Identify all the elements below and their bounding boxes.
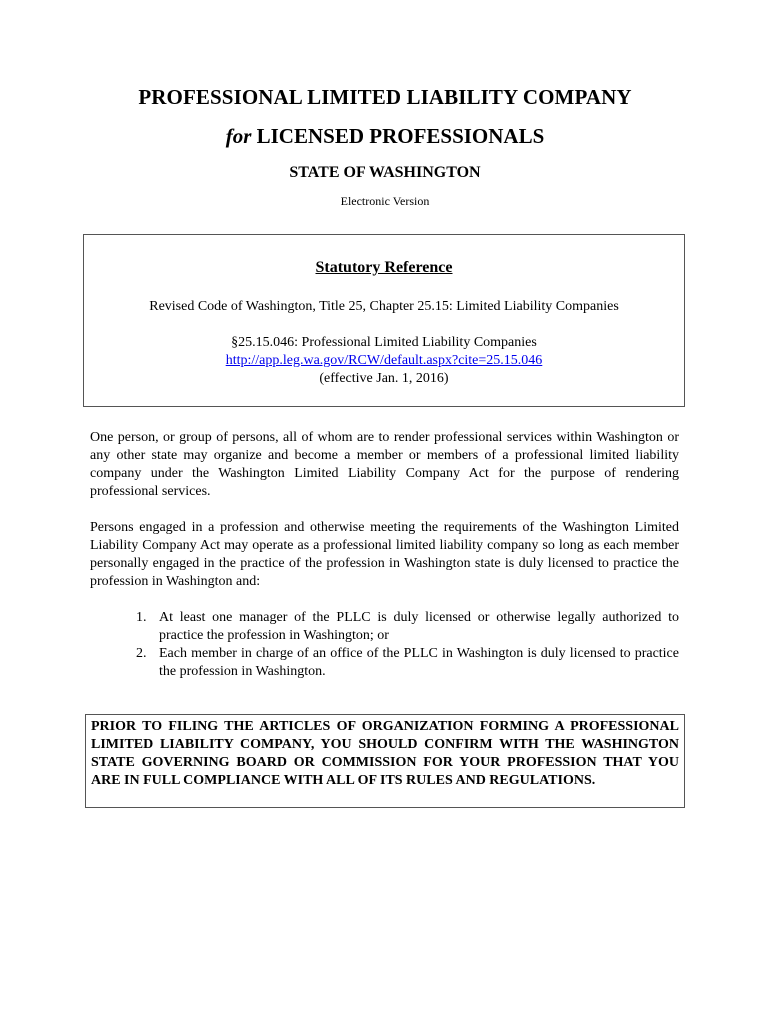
list-item-text: Each member in charge of an office of the PLLC in Washington is duly licensed to practice the profession in Washington. [159,646,679,679]
compliance-warning-box [85,714,685,808]
document-title: PROFESSIONAL LIMITED LIABILITY COMPANY [138,85,632,109]
list-item-text: At least one manager of the PLLC is duly licensed or otherwise legally authorized to practice the profession in Washington; or [159,610,679,643]
statutory-reference-box [83,234,685,407]
list-item-number: 1. [136,610,147,625]
list-item [136,645,679,681]
effective-date-line: (effective Jan. 1, 2016) [319,371,449,386]
state-heading: STATE OF WASHINGTON [289,164,481,181]
statute-link[interactable]: http://app.leg.wa.gov/RCW/default.aspx?cite=25.15.046 [225,353,543,368]
subtitle-for-word: for [225,124,252,148]
statute-link-line [84,352,684,370]
list-item-number: 2. [136,646,147,661]
compliance-warning-text: PRIOR TO FILING THE ARTICLES OF ORGANIZATION FORMING A PROFESSIONAL LIMITED LIABILITY COMPANY, YOU SHOULD CONFIRM WITH THE WASHINGTON STATE GOVERNING BOARD OR COMMISSION FOR YOUR PROFESSION THAT YOU ARE IN FULL COMPLIANCE WITH ALL OF ITS RULES AND REGULATIONS. [91,719,679,788]
subtitle-rest: LICENSED PROFESSIONALS [251,124,545,148]
body-paragraph-2: Persons engaged in a profession and otherwise meeting the requirements of the Washington Limited Liability Company Act may operate as a professional limited liability company so long as each member personally engaged in the practice of the profession in Washington state is duly licensed to practice the profession in Washington and: [90,520,679,589]
body-paragraph-1: One person, or group of persons, all of whom are to render professional services within Washington or any other state may organize and become a member or members of a professional limited liability company under the Washington Limited Liability Company Act for the purpose of rendering professional services. [90,430,679,499]
list-item [136,609,679,645]
statutory-reference-heading: Statutory Reference [315,259,453,276]
version-label: Electronic Version [340,194,430,208]
code-reference-line: Revised Code of Washington, Title 25, Chapter 25.15: Limited Liability Companies [149,299,619,314]
document-subtitle [0,123,770,149]
section-reference-line: §25.15.046: Professional Limited Liability Companies [231,335,537,350]
